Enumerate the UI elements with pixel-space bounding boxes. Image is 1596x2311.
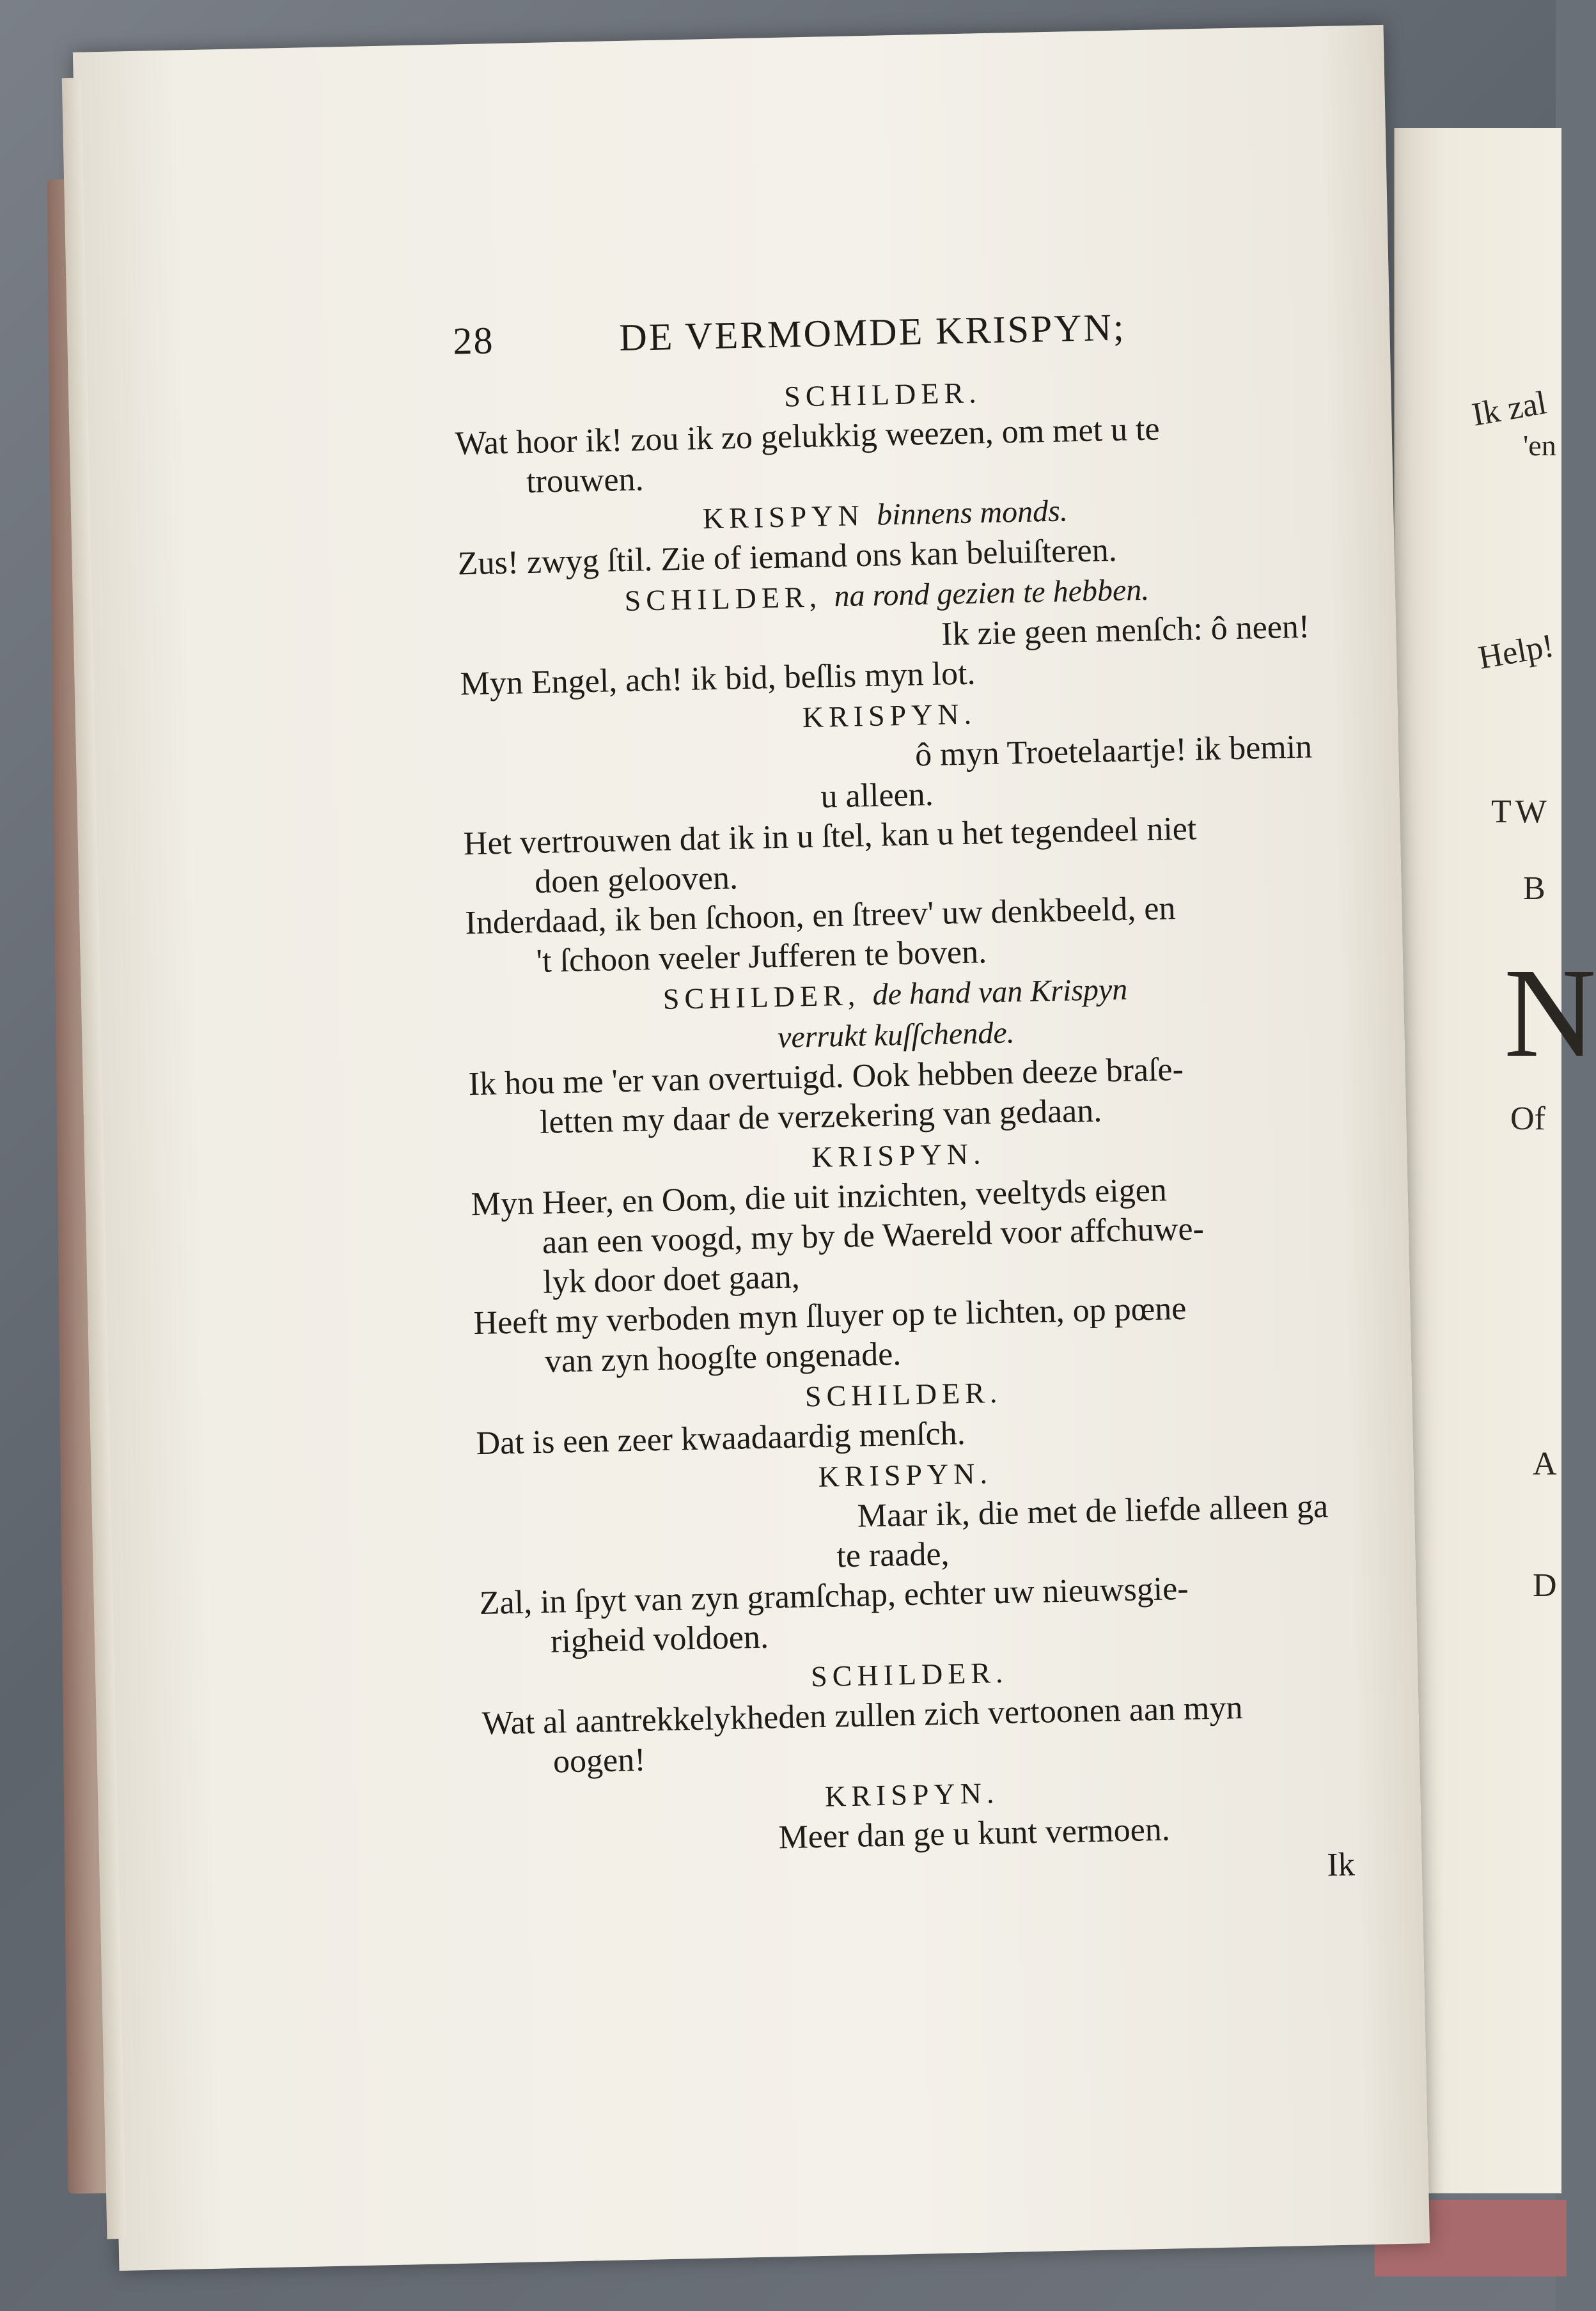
verse-line: righeid voldoen. <box>550 1618 769 1660</box>
verse-line: u alleen. <box>820 776 934 815</box>
verse-line: aan een voogd, my by de Waereld voor affchuwe- <box>542 1210 1205 1261</box>
stage-direction: na rond gezien te hebben. <box>833 572 1150 614</box>
verse-line: Maar ik, die met de liefde alleen ga <box>857 1488 1329 1535</box>
facing-fragment: Ik zal <box>1469 384 1549 434</box>
verse-line: Heeft my verboden myn ſluyer op te lichten, op pœne <box>473 1290 1187 1342</box>
facing-fragment: N <box>1504 943 1596 1084</box>
stage-direction: de hand van Krispyn <box>872 972 1128 1012</box>
verse-line: Myn Engel, ach! ik bid, beſlis myn lot. <box>460 655 976 703</box>
speaker-name: SCHILDER, <box>662 978 861 1015</box>
facing-fragment: A <box>1533 1446 1557 1482</box>
speaker-name: SCHILDER. <box>804 1375 1003 1413</box>
verse-line: Meer dan ge u kunt vermoen. <box>778 1811 1171 1856</box>
verse-line: Ik hou me 'er van overtuigd. Ook hebben deeze braſe- <box>468 1051 1184 1103</box>
running-head: DE VERMOMDE KRISPYN; <box>618 306 1127 359</box>
verse-line: Ik zie geen menſch: ô neen! <box>941 608 1310 653</box>
speaker-name: KRISPYN. <box>818 1457 993 1493</box>
verse-line: trouwen. <box>526 461 645 501</box>
facing-fragment: Help! <box>1475 627 1557 677</box>
facing-fragment: TW <box>1491 794 1551 830</box>
verse-line: van zyn hoogſte ongenade. <box>544 1336 902 1380</box>
verse-line: Het vertrouwen dat ik in u ſtel, kan u het tegendeel niet <box>463 810 1197 863</box>
verse-line: Wat al aantrekkelykheden zullen zich vertoonen aan myn <box>481 1689 1243 1743</box>
stage-direction: binnens monds. <box>876 494 1068 532</box>
speaker-name: KRISPYN. <box>811 1137 986 1174</box>
speaker-name: KRISPYN. <box>824 1776 999 1813</box>
facing-fragment: D <box>1533 1567 1557 1604</box>
verse-line: te raade, <box>836 1535 950 1575</box>
text-block <box>452 301 1356 1884</box>
verse-line: doen gelooven. <box>534 859 739 900</box>
play-text <box>454 365 1342 1864</box>
verse-line: Wat hoor ik! zou ik zo gelukkig weezen, om met u te <box>455 411 1161 462</box>
speaker-name: KRISPYN. <box>802 697 977 734</box>
facing-fragment: 'en <box>1523 429 1556 462</box>
verse-line: Dat is een zeer kwaadaardig menſch. <box>475 1415 966 1462</box>
catchword: Ik <box>1326 1846 1356 1884</box>
speaker-name: SCHILDER, <box>624 580 822 617</box>
speaker-name: SCHILDER. <box>810 1656 1009 1693</box>
verse-line: letten my daar de verzekering van gedaan. <box>539 1092 1102 1141</box>
book-page <box>73 25 1430 2271</box>
stage-direction: verrukt kuſſchende. <box>777 1015 1015 1055</box>
speaker-name: KRISPYN <box>702 499 865 535</box>
verse-line: Inderdaad, ik ben ſchoon, en ſtreev' uw denkbeeld, en <box>464 890 1176 942</box>
verse-line: lyk door doet gaan, <box>542 1258 801 1301</box>
verse-line: oogen! <box>552 1741 646 1780</box>
facing-fragment: B <box>1523 870 1545 907</box>
verse-line: 't ſchoon veeler Jufferen te boven. <box>536 934 987 980</box>
facing-fragment: Of <box>1510 1101 1545 1137</box>
verse-line: Zal, in ſpyt van zyn gramſchap, echter uw nieuwsgie- <box>479 1570 1189 1622</box>
verse-line: ô myn Troetelaartje! ik bemin <box>914 728 1313 774</box>
verse-line: Zus! zwyg ſtil. Zie of iemand ons kan beluiſteren. <box>457 531 1118 583</box>
page-number: 28 <box>452 319 495 363</box>
speaker-name: SCHILDER. <box>783 376 982 413</box>
verse-line: Myn Heer, en Oom, die uit inzichten, veeltyds eigen <box>471 1171 1168 1223</box>
